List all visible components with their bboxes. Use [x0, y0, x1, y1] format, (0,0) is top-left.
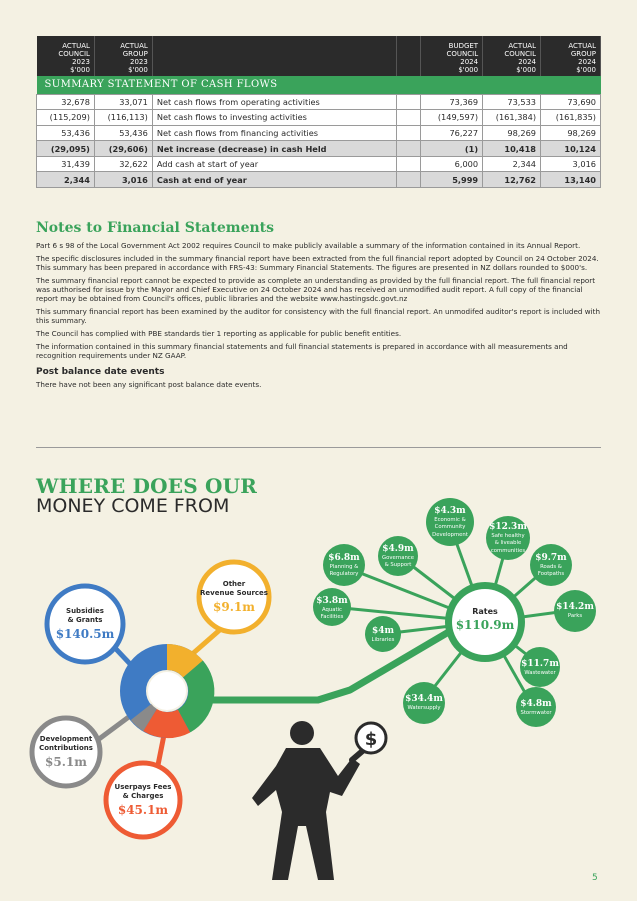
cell: 10,418 — [483, 141, 541, 157]
cell: 13,140 — [541, 172, 601, 188]
rate-item-aquatic: $3.8m Aquatic Facilities — [316, 595, 348, 620]
row-label: Net increase (decrease) in cash Held — [152, 141, 396, 157]
rate-item-parks: $14.2m Parks — [556, 602, 594, 620]
notes-title: Notes to Financial Statements — [36, 220, 275, 236]
cell: 2,344 — [37, 172, 95, 188]
cell: 73,369 — [421, 94, 483, 110]
infographic-heading-line1: WHERE DOES OUR — [36, 474, 258, 498]
notes-paragraph: The summary financial report cannot be expected to provide as complete an understanding as provided by the full financial report. The full financial report was authorised for issue by the Mayor and Chief Executive on 24 October 2024 and has received an unmodified audit report. A full copy of the financial report may be obtained from Council's offices, public libraries and the website www.hastingsdc.govt.nz — [36, 275, 596, 304]
userpays-label: Userpays Fees & Charges $45.1m — [114, 783, 172, 817]
cell: 53,436 — [37, 125, 95, 141]
donut-segment-rates — [184, 669, 201, 721]
post-balance-text: There have not been any significant post balance date events. — [36, 380, 262, 390]
cell: 31,439 — [37, 156, 95, 172]
cell: (115,209) — [37, 110, 95, 126]
row-label: Net cash flows to investing activities — [152, 110, 396, 126]
cell: 76,227 — [421, 125, 483, 141]
cell: (161,384) — [483, 110, 541, 126]
cell: 32,622 — [94, 156, 152, 172]
donut-segment-other — [167, 657, 193, 669]
cell: 3,016 — [94, 172, 152, 188]
rate-item-stormwater: $4.8m Stormwater — [520, 699, 552, 717]
section-title: SUMMARY STATEMENT OF CASH FLOWS — [37, 76, 601, 94]
rate-item-economic: $4.3m Economic & Community Development — [432, 506, 468, 538]
page-number: 5 — [592, 873, 598, 883]
cell: 73,690 — [541, 94, 601, 110]
cell: (29,606) — [94, 141, 152, 157]
cell: 12,762 — [483, 172, 541, 188]
cell: (149,597) — [421, 110, 483, 126]
cell: 3,016 — [541, 156, 601, 172]
donut-segment-userpays — [150, 720, 184, 725]
notes-paragraph: The information contained in this summary financial statements and full financial statements is prepared in accordance with all measurements and recognition requirements under NZ GAAP. — [36, 341, 568, 360]
donut-segment-development — [141, 712, 150, 720]
cell: 32,678 — [37, 94, 95, 110]
row-label: Net cash flows from financing activities — [152, 125, 396, 141]
cell: 6,000 — [421, 156, 483, 172]
cell: 33,071 — [94, 94, 152, 110]
cell: 2,344 — [483, 156, 541, 172]
cell: 98,269 — [541, 125, 601, 141]
row-label: Net cash flows from operating activities — [152, 94, 396, 110]
cell: 98,269 — [483, 125, 541, 141]
rate-item-planning: $6.8m Planning & Regulatory — [328, 552, 360, 577]
rate-item-safe-communities: $12.3m Safe healthy & liveable communities — [489, 522, 527, 554]
post-balance-heading: Post balance date events — [36, 367, 165, 378]
revenue-donut-chart — [133, 657, 201, 725]
col-budget-council-2024: BUDGET COUNCIL 2024 $'000 — [421, 36, 483, 76]
col-actual-council-2023: ACTUAL COUNCIL 2023 $'000 — [37, 36, 95, 76]
rate-item-wastewater: $11.7m Wastewater — [521, 659, 559, 677]
donut-hole — [148, 672, 186, 710]
cell: 5,999 — [421, 172, 483, 188]
rate-item-roads: $9.7m Roads & Footpaths — [535, 552, 567, 577]
rate-item-watersupply: $34.4m Watersupply — [405, 694, 443, 712]
other-revenue-label: Other Revenue Sources $9.1m — [200, 580, 268, 614]
notes-paragraph: This summary financial report has been examined by the auditor for consistency with the full financial report. An unmodifed auditor's report is included with this summary. — [36, 307, 600, 326]
rates-label: Rates $110.9m — [455, 607, 515, 632]
cell: 53,436 — [94, 125, 152, 141]
col-actual-group-2023: ACTUAL GROUP 2023 $'000 — [94, 36, 152, 76]
notes-paragraph: The Council has complied with PBE standards tier 1 reporting as applicable for public benefit entities. — [36, 329, 402, 338]
rate-item-governance: $4.9m Governance & Support — [382, 543, 414, 568]
row-label: Add cash at start of year — [152, 156, 396, 172]
col-actual-group-2024: ACTUAL GROUP 2024 $'000 — [541, 36, 601, 76]
cell: 10,124 — [541, 141, 601, 157]
infographic-heading-line2: MONEY COME FROM — [36, 495, 230, 517]
cell: 73,533 — [483, 94, 541, 110]
rate-item-libraries: $4m Libraries — [371, 626, 395, 644]
col-actual-council-2024: ACTUAL COUNCIL 2024 $'000 — [483, 36, 541, 76]
cell: (116,113) — [94, 110, 152, 126]
row-label: Cash at end of year — [152, 172, 396, 188]
coin-dollar-sign: $ — [364, 729, 378, 750]
development-label: Development Contributions $5.1m — [39, 735, 93, 769]
cell: (1) — [421, 141, 483, 157]
subsidies-label: Subsidies & Grants $140.5m — [55, 607, 115, 641]
cell: (29,095) — [37, 141, 95, 157]
cell: (161,835) — [541, 110, 601, 126]
notes-paragraph: Part 6 s 98 of the Local Government Act 2002 requires Council to make publicly available a summary of the information contained in its Annual Report. — [36, 241, 581, 250]
connector-other — [190, 628, 222, 656]
notes-paragraph: The specific disclosures included in the summary financial report have been extracted from the full financial report adopted by Council on 24 October 2024. This summary has been prepared in accordance with FRS-43: Summary Financial Statements. The figures are presented in NZ dollars rounded to $000's. — [36, 253, 599, 272]
